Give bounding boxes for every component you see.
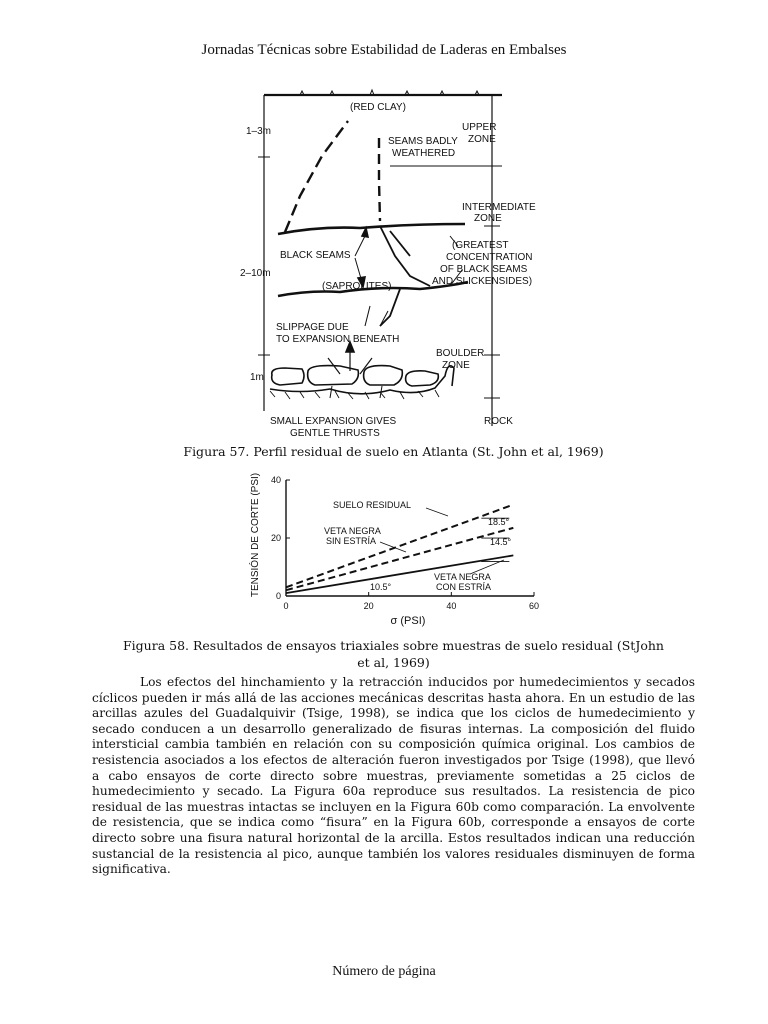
label-depth-1-3m: 1–3m xyxy=(246,126,272,137)
label-saprolites: (SAPROLITES) xyxy=(322,281,392,292)
label-rock: ROCK xyxy=(484,416,513,427)
figure-58-caption-line-1: Figura 58. Resultados de ensayos triaxiales sobre muestras de suelo residual (StJohn xyxy=(123,638,664,653)
figure-57-soil-profile xyxy=(240,86,540,441)
chart-label-sin-estria-2: SIN ESTRÍA xyxy=(326,536,377,546)
label-slippage-1: SLIPPAGE DUE xyxy=(276,322,349,333)
chart-angle-18-5: 18.5° xyxy=(488,517,510,527)
label-intermediate-1: INTERMEDIATE xyxy=(462,202,536,213)
label-black-seams: BLACK SEAMS xyxy=(280,250,351,261)
chart-angle-10-5: 10.5° xyxy=(370,582,392,592)
chart-x-axis-label: σ (PSI) xyxy=(390,615,426,627)
label-upper-zone-1: UPPER xyxy=(462,122,497,133)
label-red-clay: (RED CLAY) xyxy=(350,102,406,113)
label-upper-zone-2: ZONE xyxy=(468,134,496,145)
chart-y-tick-label: 40 xyxy=(270,475,281,485)
label-greatest-2: CONCENTRATION xyxy=(446,252,533,263)
page-header: Jornadas Técnicas sobre Estabilidad de Laderas en Embalses xyxy=(201,42,567,58)
figure-58-caption-line-2: et al, 1969) xyxy=(357,655,430,670)
chart-y-tick-label: 20 xyxy=(270,533,281,543)
label-boulder-2: ZONE xyxy=(442,360,470,371)
label-greatest-1: (GREATEST xyxy=(452,240,509,251)
body-text xyxy=(92,675,695,878)
figure-58-caption xyxy=(96,637,691,671)
chart-y-tick-label: 0 xyxy=(275,591,281,601)
chart-label-con-estria-2: CON ESTRÍA xyxy=(436,582,492,592)
figure-57-caption: Figura 57. Perfil residual de suelo en Atlanta (St. John et al, 1969) xyxy=(183,444,604,459)
label-greatest-3: OF BLACK SEAMS xyxy=(440,264,528,275)
label-depth-2-10m: 2–10m xyxy=(240,268,271,279)
chart-angle-14-5: 14.5° xyxy=(490,537,512,547)
chart-x-tick-label: 0 xyxy=(283,601,289,611)
label-depth-1m: 1m xyxy=(250,372,264,383)
label-small-1: SMALL EXPANSION GIVES xyxy=(270,416,397,427)
chart-x-tick-label: 20 xyxy=(363,601,374,611)
label-seams-1: SEAMS BADLY xyxy=(388,136,458,147)
chart-leader-suelo xyxy=(426,508,448,516)
chart-label-con-estria-1: VETA NEGRA xyxy=(434,572,491,582)
label-greatest-4: AND SLICKENSIDES) xyxy=(432,276,533,287)
label-seams-2: WEATHERED xyxy=(392,148,456,159)
label-slippage-2: TO EXPANSION BENEATH xyxy=(276,334,400,345)
body-paragraph: Los efectos del hinchamiento y la retracción inducidos por humedecimientos y secados cíclicos pueden ir más allá de las acciones mecánicas descritas hasta ahora. En un estudio de las arcillas azules del Guadalquivir (Tsige, 1998), se indica que los ciclos de humedecimiento y secado conducen a un desarrollo generalizado de fisuras internas. La composición del fluido intersticial cambia también en relación con su composición química original. Los cambios de resistencia asociados a los efectos de alteración fueron investigados por Tsige (1998), que llevó a cabo ensayos de corte directo sobre muestras, previamente sometidas a 25 ciclos de humedecimiento y secado. La Figura 60a reproduce sus resultados. La resistencia de pico residual de las muestras intactas se incluyen en la Figura 60b como comparación. La envolvente de resistencia, que se indica como “fisura” en la Figura 60b, corresponde a ensayos de corte directo sobre una fisura natural horizontal de la arcilla. Estos resultados indican una reducción sustancial de la resistencia al pico, aunque también los valores residuales disminuyen de forma significativa. xyxy=(92,675,695,877)
label-intermediate-2: ZONE xyxy=(474,213,502,224)
figure-58-chart xyxy=(240,470,550,630)
label-boulder-1: BOULDER xyxy=(436,348,485,359)
chart-x-tick-label: 40 xyxy=(446,601,457,611)
chart-label-sin-estria-1: VETA NEGRA xyxy=(324,526,381,536)
chart-x-tick-label: 60 xyxy=(528,601,540,611)
page-footer: Número de página xyxy=(332,964,436,979)
label-small-2: GENTLE THRUSTS xyxy=(290,428,380,439)
chart-y-axis-label: TENSIÓN DE CORTE (PSI) xyxy=(250,472,261,598)
chart-leader-sin-estria xyxy=(380,542,406,552)
chart-label-suelo-residual: SUELO RESIDUAL xyxy=(333,500,412,510)
